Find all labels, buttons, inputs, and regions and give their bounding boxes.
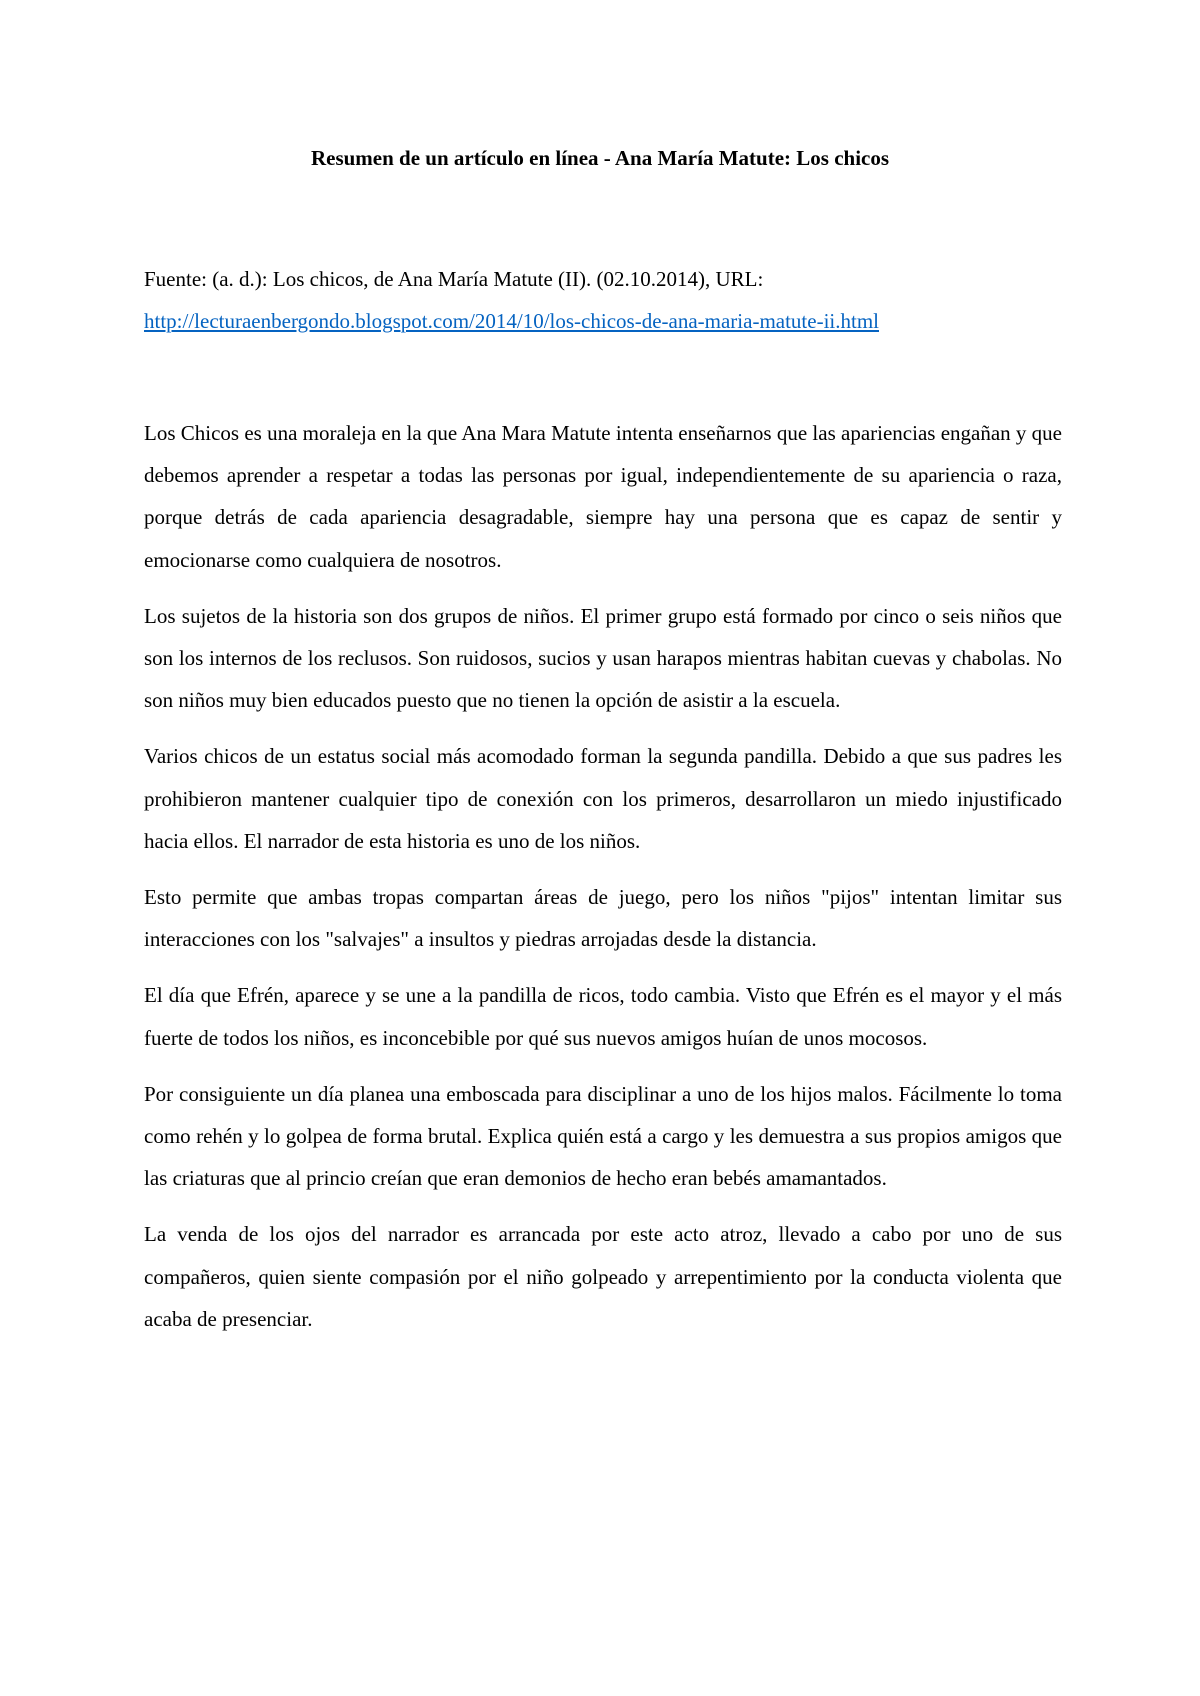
paragraph-5: El día que Efrén, aparece y se une a la pandilla de ricos, todo cambia. Visto que Efrén es el mayor y el más fuerte de todos los niños, es inconcebible por qué sus nuevos amigos huían de unos mocosos.	[144, 983, 1062, 1050]
paragraph-4: Esto permite que ambas tropas compartan áreas de juego, pero los niños "pijos" intentan limitar sus interacciones con los "salvajes" a insultos y piedras arrojadas desde la distancia.	[144, 885, 1062, 952]
document-title: Resumen de un artículo en línea - Ana María Matute: Los chicos	[310, 146, 890, 170]
document-body	[144, 412, 1062, 1354]
paragraph-1: Los Chicos es una moraleja en la que Ana Mara Matute intenta enseñarnos que las apariencias engañan y que debemos aprender a respetar a todas las personas por igual, independientemente de su apariencia o raza, porque detrás de cada apariencia desagradable, siempre hay una persona que es capaz de sentir y emocionarse como cualquiera de nosotros.	[144, 421, 1062, 572]
paragraph-2: Los sujetos de la historia son dos grupos de niños. El primer grupo está formado por cinco o seis niños que son los internos de los reclusos. Son ruidosos, sucios y usan harapos mientras habitan cuevas y chabolas. No son niños muy bien educados puesto que no tienen la opción de asistir a la escuela.	[144, 603, 1062, 713]
paragraph-3: Varios chicos de un estatus social más acomodado forman la segunda pandilla. Debido a que sus padres les prohibieron mantener cualquier tipo de conexión con los primeros, desarrollaron un miedo injustificado hacia ellos. El narrador de esta historia es uno de los niños.	[144, 744, 1062, 853]
source-citation	[144, 258, 1064, 342]
paragraph-6: Por consiguiente un día planea una emboscada para disciplinar a uno de los hijos malos. Fácilmente lo toma como rehén y lo golpea de forma brutal. Explica quién está a cargo y les demuestra a sus propios amigos que las criaturas que al princio creían que eran demonios de hecho eran bebés amamantados.	[144, 1081, 1062, 1191]
source-label: Fuente: (a. d.): Los chicos, de Ana María Matute (II). (02.10.2014), URL:	[144, 267, 764, 291]
paragraph-7: La venda de los ojos del narrador es arrancada por este acto atroz, llevado a cabo por uno de sus compañeros, quien siente compasión por el niño golpeado y arrepentimiento por la conducta violenta que acaba de presenciar.	[144, 1222, 1062, 1331]
source-link[interactable]: http://lecturaenbergondo.blogspot.com/2014/10/los-chicos-de-ana-maria-matute-ii.html	[144, 309, 879, 333]
